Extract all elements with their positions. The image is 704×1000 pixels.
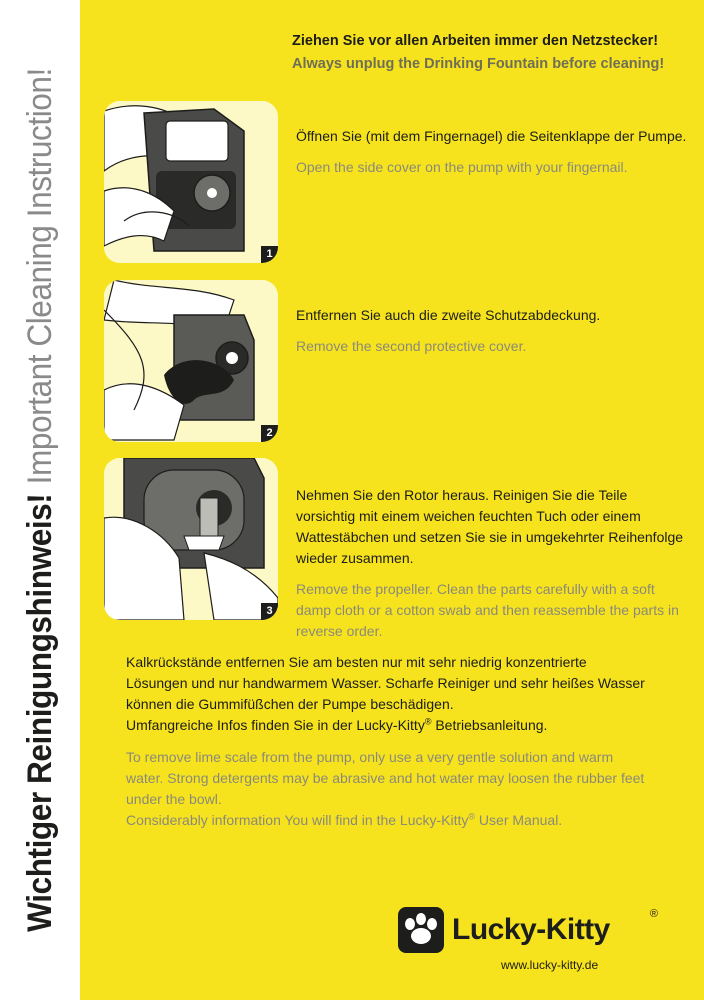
notes-de-manual: [126, 715, 646, 736]
side-title-de: Wichtiger Reinigungshinweis!: [20, 493, 59, 932]
warning-de: Ziehen Sie vor allen Arbeiten immer den Netzstecker!: [292, 33, 659, 49]
step-1-de: Öffnen Sie (mit dem Fingernagel) die Seitenklappe der Pumpe.: [296, 128, 687, 144]
step-2-en: Remove the second protective cover.: [296, 338, 527, 354]
step-3-de: Nehmen Sie den Rotor heraus. Reinigen Sie die Teile vorsichtig mit einem weichen feuchten Tuch oder einem Wattestäbchen und setzen Sie sie in umgekehrter Reihenfolge wieder zusammen.: [296, 487, 684, 566]
reg-mark: ®: [468, 811, 476, 822]
unplug-warning: [292, 30, 692, 76]
step-1-number: 1: [261, 246, 278, 263]
notes-en-block: [126, 747, 646, 831]
step-2-illustration: [104, 280, 278, 442]
side-title-en: Important Cleaning Instruction!: [20, 68, 59, 485]
reg-mark: ®: [424, 716, 432, 727]
side-title: [10, 35, 70, 965]
step-3-illustration: [104, 458, 278, 620]
notes-en-manual-post: User Manual.: [475, 812, 563, 828]
brand-logo: [398, 904, 668, 956]
step-3-en: Remove the propeller. Clean the parts carefully with a soft damp cloth or a cotton swab and then reassemble the parts in reverse order.: [296, 581, 679, 639]
warning-en: Always unplug the Drinking Fountain before cleaning!: [292, 56, 665, 72]
step-1-en: Open the side cover on the pump with your fingernail.: [296, 159, 628, 175]
side-title-strip: [0, 0, 80, 1000]
notes-de-manual-post: Betriebsanleitung.: [431, 717, 548, 733]
notes-en-para: To remove lime scale from the pump, only use a very gentle solution and warm water. Strong detergents may be abrasive and hot water may loosen the rubber feet under the bowl.: [126, 749, 645, 807]
step-1-illustration: [104, 101, 278, 263]
notes-de-para: Kalkrückstände entfernen Sie am besten nur mit sehr niedrig konzentrierte Lösungen und nur handwarmem Wasser. Scharfe Reiniger und sehr heißes Wasser können die Gummifüßchen der Pumpe beschädigen.: [126, 654, 645, 712]
step-2-text: [296, 305, 688, 357]
brand-reg-mark: ®: [649, 908, 658, 920]
step-2-de: Entfernen Sie auch die zweite Schutzabdeckung.: [296, 307, 601, 323]
notes-en-manual: [126, 810, 646, 831]
website-url: www.lucky-kitty.de: [501, 958, 599, 972]
cleaning-notes: [126, 652, 646, 831]
step-3-text: [296, 485, 688, 642]
notes-de-manual-pre: Umfangreiche Infos finden Sie in der Lucky-Kitty: [126, 717, 425, 733]
paw-logo-icon: [398, 907, 444, 953]
notes-en-manual-pre: Considerably information You will find in the Lucky-Kitty: [126, 812, 469, 828]
step-2-number: 2: [261, 425, 278, 442]
step-1-text: [296, 126, 688, 178]
step-3-number: 3: [261, 603, 278, 620]
brand-name: Lucky-Kitty: [452, 913, 610, 946]
